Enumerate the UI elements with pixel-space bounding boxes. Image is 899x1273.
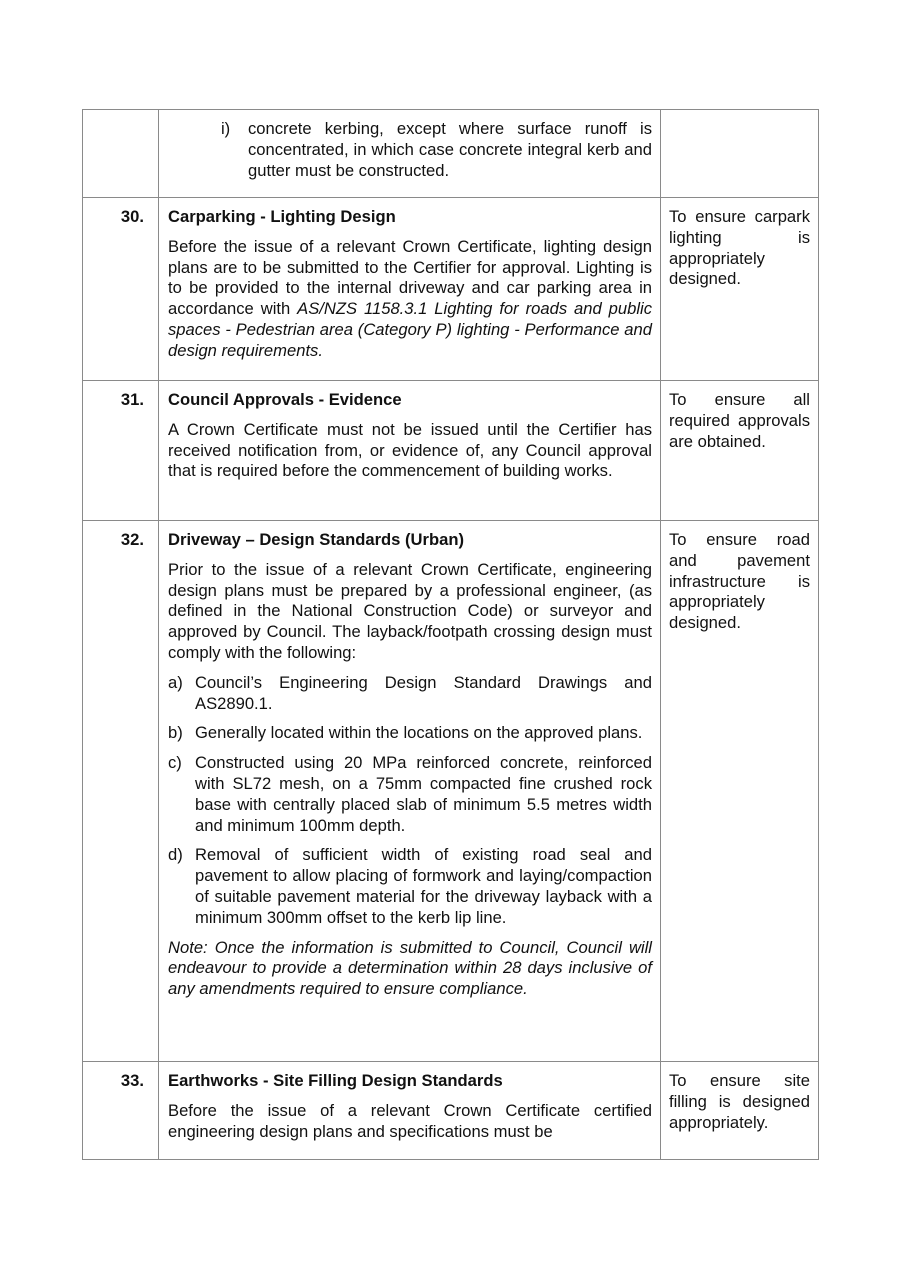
condition-reason [661,521,819,1062]
reason-text: To ensure road and pavement infrastructure is appropriately designed. [669,530,810,633]
list-item-text: concrete kerbing, except where surface runoff is concentrated, in which case concrete integral kerb and gutter must be constructed. [248,119,652,180]
condition-paragraph: Before the issue of a relevant Crown Certificate certified engineering design plans and specifications must be [168,1100,652,1141]
standard-reference: AS/NZS 1158.3.1 Lighting for roads and public spaces - Pedestrian area (Category P) lighting - Performance and design requirements. [168,299,652,360]
list-item-text: Generally located within the locations on the approved plans. [195,723,643,743]
reason-text: To ensure carpark lighting is appropriately designed. [669,207,810,289]
condition-reason [661,198,819,381]
list-item [168,845,652,928]
list-item [168,673,652,715]
condition-paragraph [168,237,652,362]
list-item-label: c) [168,753,182,773]
condition-number [83,110,159,198]
condition-number: 31. [83,381,159,521]
list-item-text: Council’s Engineering Design Standard Drawings and AS2890.1. [195,672,652,713]
condition-heading: Council Approvals - Evidence [168,390,402,409]
list-item-text: Removal of sufficient width of existing road seal and pavement to allow placing of formwork and laying/compaction of suitable pavement material for the driveway layback with a minimum 300mm offset to the kerb lip line. [195,845,652,927]
condition-body [159,1062,661,1160]
table-row [83,381,819,521]
condition-number: 33. [83,1062,159,1160]
reason-text: To ensure all required approvals are obtained. [669,390,810,451]
condition-number: 32. [83,521,159,1062]
condition-body [159,381,661,521]
condition-body [159,110,661,198]
list-item-label: i) [221,119,231,138]
condition-reason [661,381,819,521]
table-row [83,521,819,1062]
list-item-label: a) [168,672,183,692]
list-item-text: Constructed using 20 MPa reinforced concrete, reinforced with SL72 mesh, on a 75mm compacted fine crushed rock base with centrally placed slab of minimum 5.5 metres width and minimum 100mm depth. [195,753,652,835]
condition-note: Note: Once the information is submitted to Council, Council will endeavour to provide a determination within 28 days inclusive of any amendments required to ensure compliance. [168,937,652,999]
list-item [168,753,652,836]
table-row [83,110,819,198]
list-item-label: b) [168,723,183,743]
condition-heading: Carparking - Lighting Design [168,207,396,226]
list-item-label: d) [168,845,183,865]
list-item [168,723,652,744]
condition-number: 30. [83,198,159,381]
condition-body [159,521,661,1062]
table-row [83,1062,819,1160]
table-row [83,198,819,381]
condition-reason [661,1062,819,1160]
condition-paragraph: A Crown Certificate must not be issued until the Certifier has received notification from, or evidence of, any Council approval that is required before the commencement of building works. [168,419,652,481]
condition-reason [661,110,819,198]
conditions-table [82,109,819,1160]
condition-heading: Earthworks - Site Filling Design Standards [168,1071,503,1090]
list-item [168,119,652,181]
reason-text: To ensure site filling is designed appropriately. [669,1071,810,1132]
condition-paragraph: Prior to the issue of a relevant Crown Certificate, engineering design plans must be prepared by a professional engineer, (as defined in the National Construction Code) or surveyor and approved by Council. The layback/footpath crossing design must comply with the following: [168,559,652,662]
condition-heading: Driveway – Design Standards (Urban) [168,530,465,549]
paragraph-text: Before the issue of a relevant Crown Certificate, lighting design plans are to be submitted to the Certifier for approval. Lighting is to be provided to the internal driveway and car parking area in accordance with [168,236,652,319]
condition-body [159,198,661,381]
